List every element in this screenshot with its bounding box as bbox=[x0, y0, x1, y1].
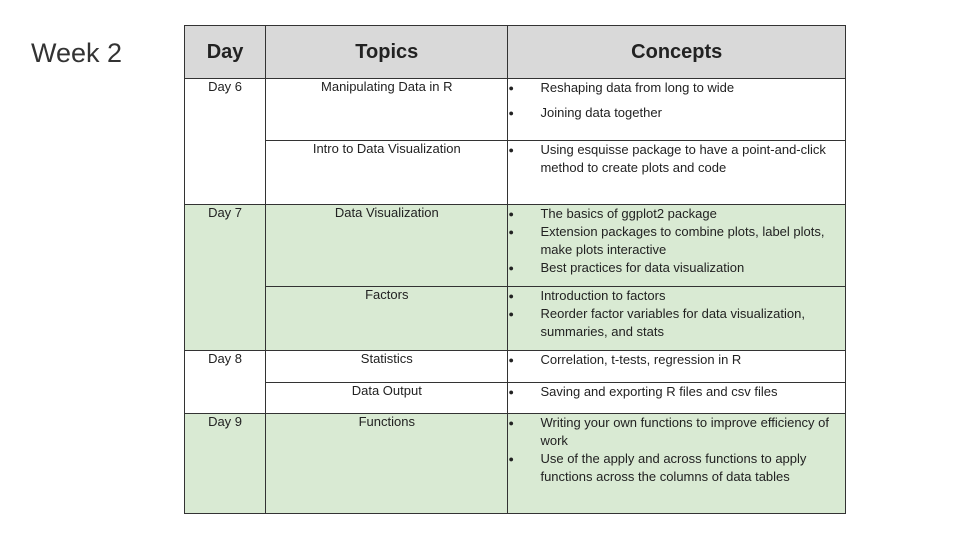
slide-title: Week 2 bbox=[31, 38, 123, 68]
concept-item: ● Extension packages to combine plots, label plots, make plots interactive bbox=[508, 223, 845, 259]
concept-item: ● Writing your own functions to improve efficiency of work bbox=[508, 414, 845, 450]
header-day: Day bbox=[185, 26, 266, 79]
topic-cell: Data Output bbox=[266, 383, 508, 414]
concept-item: ● Reorder factor variables for data visualization, summaries, and stats bbox=[508, 305, 845, 341]
concept-item: ● Saving and exporting R files and csv files bbox=[508, 383, 845, 401]
concept-item: ● Reshaping data from long to wide bbox=[508, 79, 845, 97]
concept-item: ● The basics of ggplot2 package bbox=[508, 205, 845, 223]
concept-item: ● Using esquisse package to have a point-and-click method to create plots and code bbox=[508, 141, 845, 177]
header-concepts: Concepts bbox=[508, 26, 846, 79]
concept-item: ● Best practices for data visualization bbox=[508, 259, 845, 277]
table-row bbox=[185, 414, 846, 514]
concept-item: ● Introduction to factors bbox=[508, 287, 845, 305]
table-row bbox=[185, 141, 846, 205]
table-row bbox=[185, 287, 846, 351]
header-row bbox=[185, 26, 846, 79]
concept-item: ● Use of the apply and across functions to apply functions across the columns of data tables bbox=[508, 450, 845, 486]
table-row bbox=[185, 383, 846, 414]
topic-cell: Data Visualization bbox=[266, 205, 508, 287]
topic-cell: Functions bbox=[266, 414, 508, 514]
table-row bbox=[185, 205, 846, 287]
concepts-cell bbox=[508, 351, 846, 383]
concepts-cell bbox=[508, 79, 846, 141]
concept-item: ● Joining data together bbox=[508, 104, 845, 122]
concepts-cell bbox=[508, 205, 846, 287]
concept-item: ● Correlation, t-tests, regression in R bbox=[508, 351, 845, 369]
day-cell: Day 9 bbox=[185, 414, 266, 514]
concepts-cell bbox=[508, 141, 846, 205]
schedule-table bbox=[184, 25, 846, 514]
day-cell: Day 8 bbox=[185, 351, 266, 414]
header-topics: Topics bbox=[266, 26, 508, 79]
topic-cell: Factors bbox=[266, 287, 508, 351]
concepts-cell bbox=[508, 414, 846, 514]
day-cell: Day 6 bbox=[185, 79, 266, 205]
concepts-cell bbox=[508, 383, 846, 414]
day-cell: Day 7 bbox=[185, 205, 266, 351]
table-row bbox=[185, 351, 846, 383]
table-row bbox=[185, 79, 846, 141]
topic-cell: Manipulating Data in R bbox=[266, 79, 508, 141]
concepts-cell bbox=[508, 287, 846, 351]
topic-cell: Statistics bbox=[266, 351, 508, 383]
topic-cell: Intro to Data Visualization bbox=[266, 141, 508, 205]
